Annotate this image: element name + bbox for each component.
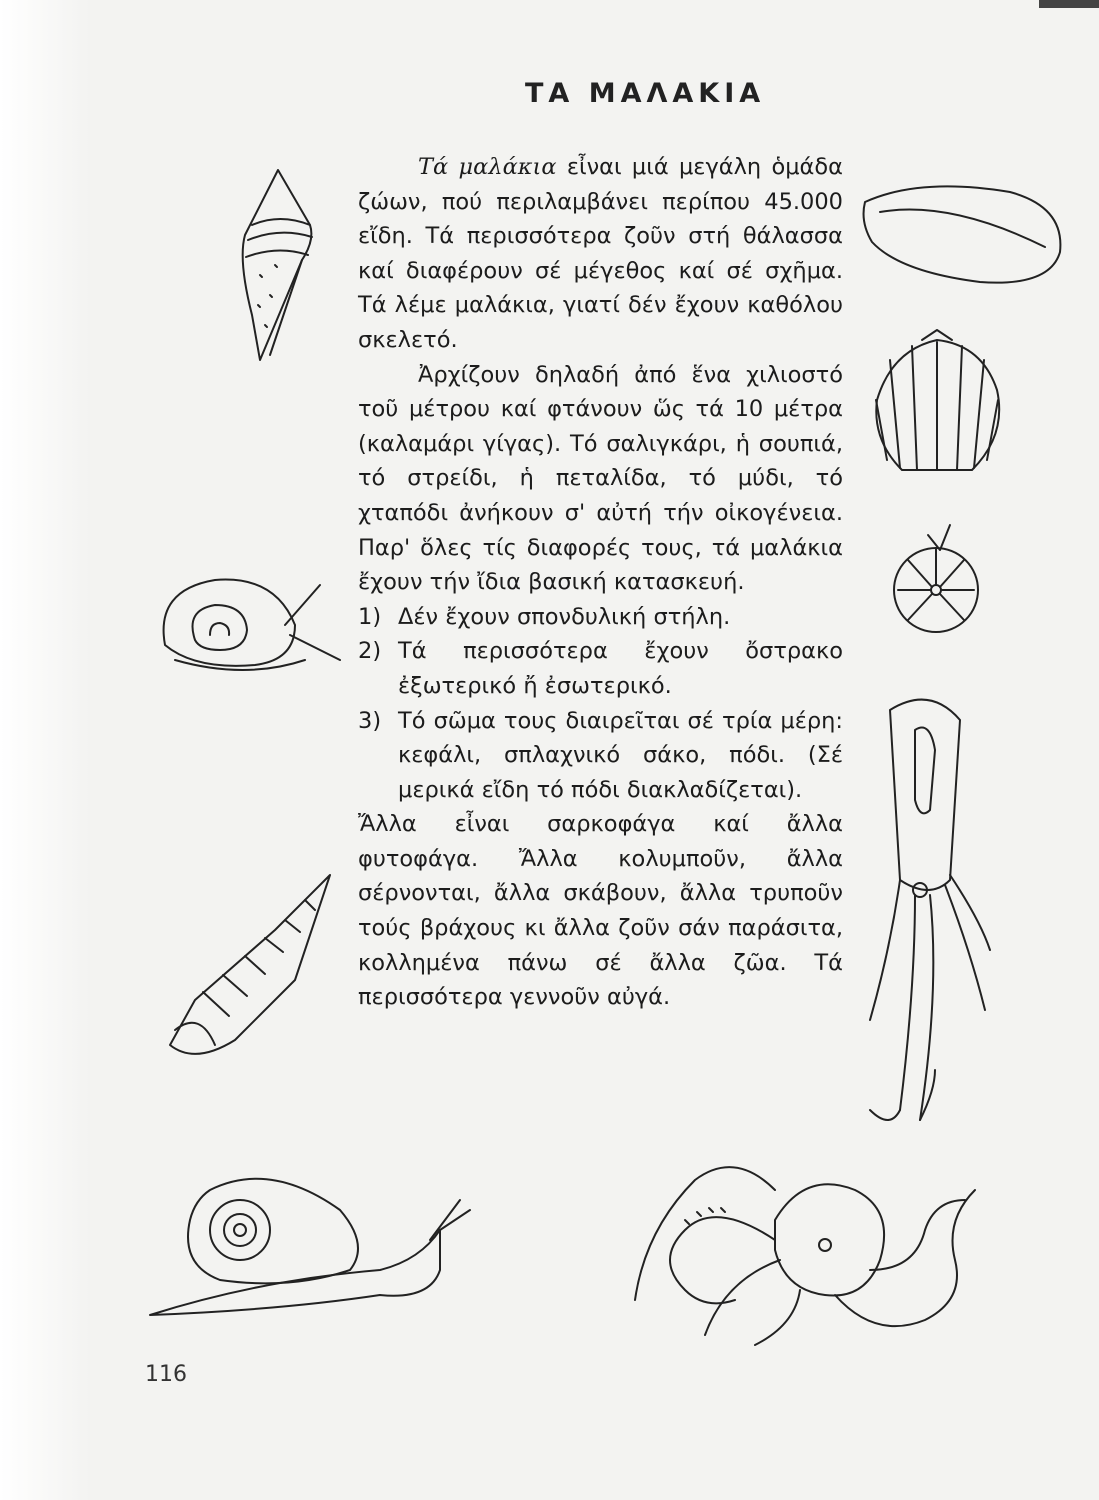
list-item (358, 704, 843, 808)
mussel-icon (860, 172, 1070, 292)
limpet-icon (888, 525, 988, 635)
list-item-text: Δέν ἔχουν σπονδυλική στήλη. (398, 603, 731, 630)
octopus-icon (625, 1150, 995, 1350)
paragraph-1 (358, 150, 843, 358)
paragraph-3: Ἄλλα εἶναι σαρκοφάγα καί ἄλλα φυτοφάγα. Ἄλλα κολυμποῦν, ἄλλα σέρνονται, ἄλλα σκάβουν, ἄλλα τρυποῦν τούς βράχους κι ἄλλα ζοῦν σάν παράσιτα, κολλημένα πάνω σέ ἄλλα ζῶα. Τά περισσότερα γεννοῦν αὐγά. (358, 811, 843, 1011)
list-item-text: Τό σῶμα τους διαιρεῖται σέ τρία μέρη: κεφάλι, σπλαχνικό σάκο, πόδι. (Σέ μερικά εἴδη τό πόδι διακλαδίζεται). (398, 707, 843, 803)
list-item (358, 634, 843, 703)
list-item-number: 3) (358, 707, 382, 734)
main-text (358, 150, 843, 1015)
page-title: ΤΑ ΜΑΛΑΚΙΑ (525, 78, 766, 109)
garden-snail-icon (140, 1170, 490, 1320)
cone-shell-icon (230, 165, 330, 365)
list-item-number: 2) (358, 638, 382, 665)
water-snail-icon (155, 565, 345, 680)
auger-shell-icon (155, 870, 340, 1065)
cockle-shell-icon (862, 330, 1012, 480)
list-item-text: Τά περισσότερα ἔχουν ὄστρακο ἐξωτερικό ἤ ἐσωτερικό. (398, 638, 843, 699)
page-number: 116 (145, 1362, 187, 1387)
page-margin-shade (0, 0, 90, 1500)
paragraph-1-lead: Τά μαλάκια (418, 154, 557, 180)
squid-icon (860, 690, 1000, 1130)
paragraph-2: Ἀρχίζουν δηλαδή ἀπό ἕνα χιλιοστό τοῦ μέτρου καί φτάνουν ὥς τά 10 μέτρα (καλαμάρι γίγας). Τό σαλιγκάρι, ἡ σουπιά, τό στρείδι, ἡ πεταλίδα, τό μύδι, τό χταπόδι ἀνήκουν σ' αὐτή τήν οἰκογένεια. Παρ' ὅλες τίς διαφορές τους, τά μαλάκια ἔχουν τήν ἴδια βασική κατασκευή. (358, 361, 843, 596)
scan-edge (1039, 0, 1099, 8)
list-item-number: 1) (358, 603, 382, 630)
structure-list (358, 600, 843, 808)
list-item (358, 600, 843, 635)
paragraph-1-text: εἶναι μιά μεγάλη ὁμάδα ζώων, πού περιλαμβάνει περίπου 45.000 εἴδη. Τά περισσότερα ζοῦν στή θάλασσα καί διαφέρουν σέ μέγεθος καί σέ σχῆμα. Τά λέμε μαλάκια, γιατί δέν ἔχουν καθόλου σκελετό. (358, 154, 843, 353)
